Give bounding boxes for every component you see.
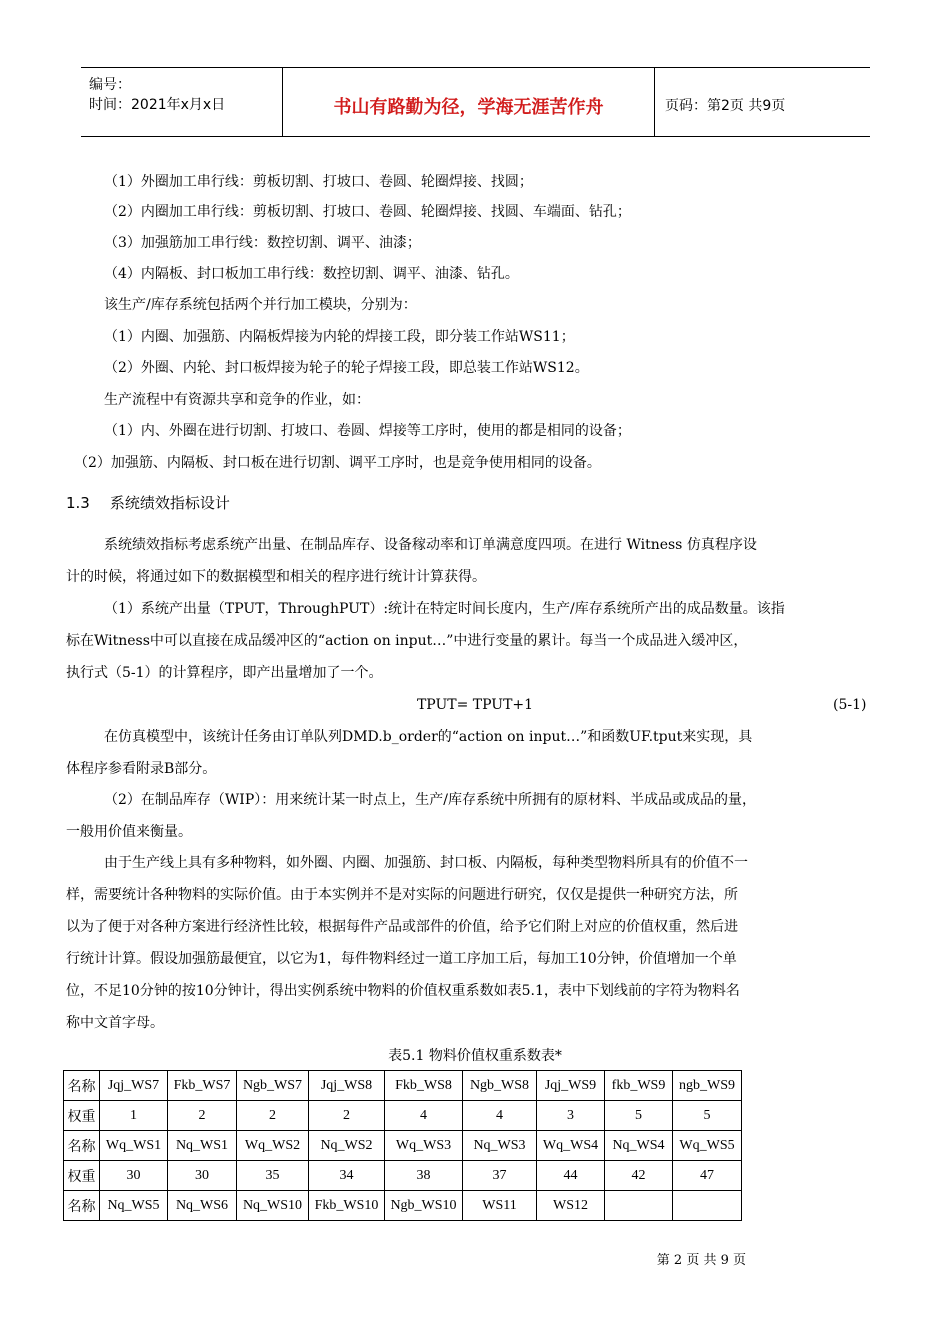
motto: 书山有路勤为径，学海无涯苦作舟: [333, 97, 604, 118]
section-heading: [66, 492, 230, 513]
table-row-header: 名称: [64, 1071, 100, 1101]
paragraph-line: 执行式（5-1）的计算程序，即产出量增加了一个。: [66, 665, 383, 681]
time-label: 时间：2021年x月x日: [89, 97, 226, 113]
table-row-header: 权重: [64, 1101, 100, 1131]
table-cell: 2: [168, 1101, 237, 1131]
number-label: 编号：: [89, 77, 131, 93]
weight-table: [63, 1070, 742, 1221]
paragraph-line: 样，需要统计各种物料的实际价值。由于本实例并不是对实际的问题进行研究，仅仅是提供一种研究方法，所: [66, 887, 738, 903]
table-cell: 4: [385, 1101, 463, 1131]
paragraph-line: 体程序参看附录B部分。: [66, 761, 217, 777]
body-line: 生产流程中有资源共享和竞争的作业，如：: [104, 392, 370, 408]
body-line: （2）外圈、内轮、封口板焊接为轮子的轮子焊接工段，即总装工作站WS12。: [104, 360, 589, 376]
body-line: （3）加强筋加工串行线：数控切割、调平、油漆；: [104, 235, 421, 251]
paragraph-line: 在仿真模型中，该统计任务由订单队列DMD.b_order的“action on input…”和函数UF.tput来实现，具: [104, 729, 753, 745]
table-cell: fkb_WS9: [605, 1071, 673, 1101]
table-cell: 4: [463, 1101, 537, 1131]
table-row-header: 名称: [64, 1131, 100, 1161]
table-cell: Wq_WS4: [537, 1131, 605, 1161]
header-page-cell: [655, 68, 870, 136]
table-cell: ngb_WS9: [673, 1071, 742, 1101]
table-cell: Wq_WS1: [100, 1131, 168, 1161]
table-row: [64, 1101, 742, 1131]
table-cell: [605, 1191, 673, 1221]
table-cell: Nq_WS4: [605, 1131, 673, 1161]
body-line: 该生产/库存系统包括两个并行加工模块，分别为：: [104, 297, 417, 313]
page-footer: 第 2 页 共 9 页: [656, 1253, 746, 1268]
section-number: 1.3: [66, 494, 90, 512]
table-cell: 2: [309, 1101, 385, 1131]
table-cell: 35: [237, 1161, 309, 1191]
table-cell: Nq_WS1: [168, 1131, 237, 1161]
table-cell: 5: [673, 1101, 742, 1131]
paragraph-line: 系统绩效指标考虑系统产出量、在制品库存、设备稼动率和订单满意度四项。在进行 Witness 仿真程序设: [104, 537, 757, 553]
paragraph-line: 以为了便于对各种方案进行经济性比较，根据每件产品或部件的价值，给予它们附上对应的价值权重，然后进: [66, 919, 738, 935]
table-cell: 2: [237, 1101, 309, 1131]
table-cell: 37: [463, 1161, 537, 1191]
table-cell: 42: [605, 1161, 673, 1191]
table-row-header: 权重: [64, 1161, 100, 1191]
table-cell: Nq_WS6: [168, 1191, 237, 1221]
page-info: 页码：第2页 共9页: [665, 98, 786, 114]
body-line: （2）内圈加工串行线：剪板切割、打坡口、卷圆、轮圈焊接、找圆、车端面、钻孔；: [104, 204, 631, 220]
table-cell: WS12: [537, 1191, 605, 1221]
body-line: （2）加强筋、内隔板、封口板在进行切割、调平工序时，也是竞争使用相同的设备。: [74, 455, 601, 471]
table-cell: 5: [605, 1101, 673, 1131]
table-cell: 30: [100, 1161, 168, 1191]
paragraph-line: 由于生产线上具有多种物料，如外圈、内圈、加强筋、封口板、内隔板，每种类型物料所具有的价值不一: [104, 855, 748, 871]
table-cell: Jqj_WS7: [100, 1071, 168, 1101]
table-cell: Jqj_WS8: [309, 1071, 385, 1101]
paragraph-line: 标在Witness中可以直接在成品缓冲区的“action on input…”中进行变量的累计。每当一个成品进入缓冲区，: [66, 633, 748, 649]
table-cell: 47: [673, 1161, 742, 1191]
paragraph-line: 位，不足10分钟的按10分钟计，得出实例系统中物料的价值权重系数如表5.1，表中下划线前的字符为物料名: [66, 983, 740, 999]
table-row: [64, 1071, 742, 1101]
table-cell: Wq_WS5: [673, 1131, 742, 1161]
header-motto-cell: [283, 68, 655, 136]
paragraph-line: 行统计计算。假设加强筋最便宜，以它为1，每件物料经过一道工序加工后，每加工10分钟，价值增加一个单: [66, 951, 737, 967]
body-line: （1）内、外圈在进行切割、打坡口、卷圆、焊接等工序时，使用的都是相同的设备；: [104, 423, 631, 439]
paragraph-line: （2）在制品库存（WIP）：用来统计某一时点上，生产/库存系统中所拥有的原材料、半成品或成品的量，: [104, 792, 756, 808]
paragraph-line: 计的时候，将通过如下的数据模型和相关的程序进行统计计算获得。: [66, 569, 486, 585]
body-line: （1）外圈加工串行线：剪板切割、打坡口、卷圆、轮圈焊接、找圆；: [104, 174, 533, 190]
table-cell: WS11: [463, 1191, 537, 1221]
table-cell: Ngb_WS10: [385, 1191, 463, 1221]
formula: TPUT= TPUT+1: [416, 697, 534, 713]
table-cell: Nq_WS3: [463, 1131, 537, 1161]
table-cell: 30: [168, 1161, 237, 1191]
table-row: [64, 1131, 742, 1161]
table-cell: 38: [385, 1161, 463, 1191]
weight-table-body: [64, 1071, 742, 1221]
paragraph-line: 称中文首字母。: [66, 1015, 164, 1031]
table-cell: Fkb_WS7: [168, 1071, 237, 1101]
table-row: [64, 1161, 742, 1191]
table-cell: Wq_WS3: [385, 1131, 463, 1161]
table-cell: Ngb_WS8: [463, 1071, 537, 1101]
table-cell: Nq_WS5: [100, 1191, 168, 1221]
paragraph-line: （1）系统产出量（TPUT，ThroughPUT）:统计在特定时间长度内，生产/库存系统所产出的成品数量。该指: [104, 601, 785, 617]
table-cell: 3: [537, 1101, 605, 1131]
table-cell: Ngb_WS7: [237, 1071, 309, 1101]
table-cell: Nq_WS2: [309, 1131, 385, 1161]
table-caption: 表5.1 物料价值权重系数表*: [388, 1048, 562, 1064]
table-cell: Fkb_WS10: [309, 1191, 385, 1221]
table-cell: 34: [309, 1161, 385, 1191]
page-header: [81, 67, 870, 137]
formula-number: (5-1): [833, 697, 867, 713]
table-row-header: 名称: [64, 1191, 100, 1221]
table-cell: Nq_WS10: [237, 1191, 309, 1221]
paragraph-line: 一般用价值来衡量。: [66, 824, 192, 840]
table-cell: [673, 1191, 742, 1221]
header-meta: [81, 68, 283, 136]
table-cell: 44: [537, 1161, 605, 1191]
body-line: （4）内隔板、封口板加工串行线：数控切割、调平、油漆、钻孔。: [104, 266, 519, 282]
table-row: [64, 1191, 742, 1221]
section-title: 系统绩效指标设计: [109, 494, 230, 512]
table-cell: Fkb_WS8: [385, 1071, 463, 1101]
table-cell: Jqj_WS9: [537, 1071, 605, 1101]
table-cell: 1: [100, 1101, 168, 1131]
body-line: （1）内圈、加强筋、内隔板焊接为内轮的焊接工段，即分装工作站WS11；: [104, 329, 575, 345]
table-cell: Wq_WS2: [237, 1131, 309, 1161]
